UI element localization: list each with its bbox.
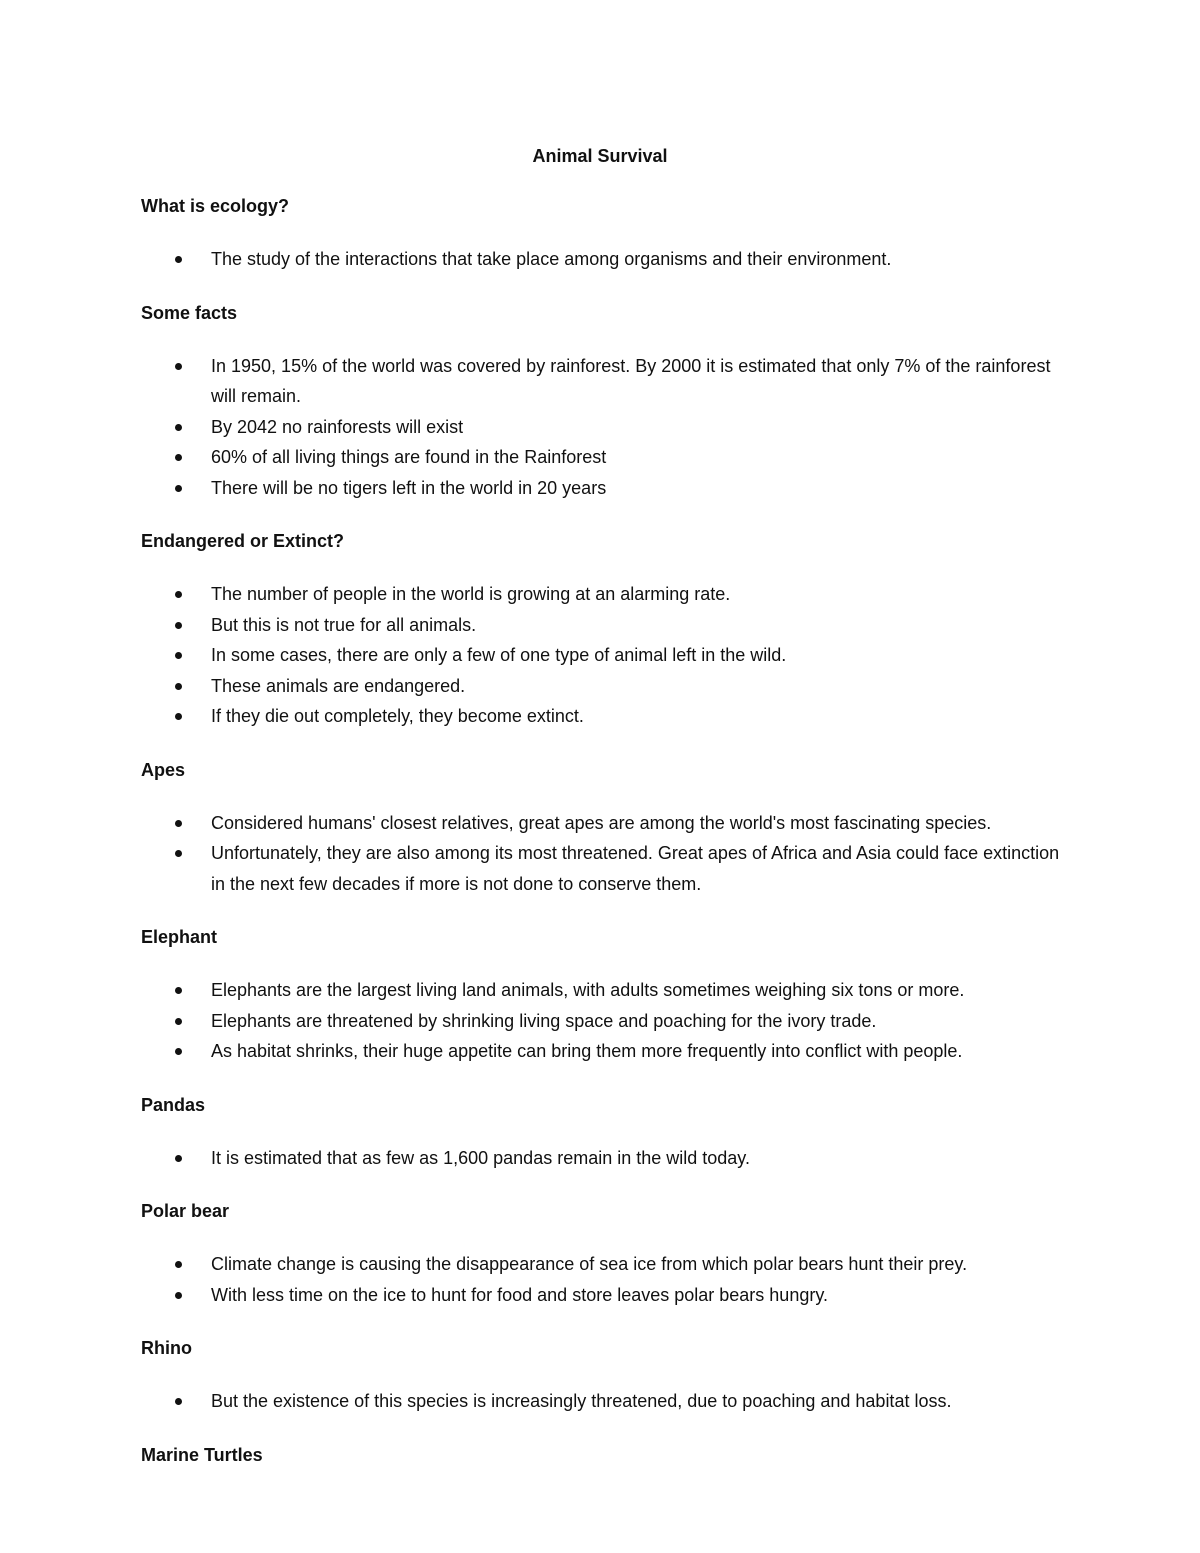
bullet-dot-icon	[175, 713, 182, 720]
bullet-list	[141, 351, 1061, 504]
bullet-dot-icon	[175, 683, 182, 690]
bullet-item	[141, 579, 1061, 610]
bullet-item	[141, 838, 1061, 899]
bullet-list	[141, 579, 1061, 732]
bullet-item	[141, 1280, 1061, 1311]
section-heading: Some facts	[141, 302, 238, 323]
bullet-item	[141, 671, 1061, 702]
document-body	[141, 194, 1061, 1493]
bullet-dot-icon	[175, 485, 182, 492]
bullet-list	[141, 244, 1061, 275]
bullet-list	[141, 808, 1061, 900]
bullet-item	[141, 1006, 1061, 1037]
bullet-text: The number of people in the world is growing at an alarming rate.	[211, 584, 731, 604]
bullet-dot-icon	[175, 987, 182, 994]
bullet-item	[141, 1036, 1061, 1067]
bullet-dot-icon	[175, 363, 182, 370]
bullet-list	[141, 1386, 1061, 1417]
bullet-dot-icon	[175, 424, 182, 431]
bullet-text: The study of the interactions that take place among organisms and their environment.	[211, 249, 892, 269]
bullet-text: Unfortunately, they are also among its most threatened. Great apes of Africa and Asia could face extinction in the next few decades if more is not done to conserve them.	[211, 843, 1060, 894]
bullet-text: Elephants are the largest living land animals, with adults sometimes weighing six tons or more.	[211, 980, 965, 1000]
bullet-text: In some cases, there are only a few of one type of animal left in the wild.	[211, 645, 787, 665]
bullet-text: By 2042 no rainforests will exist	[211, 416, 464, 437]
bullet-list	[141, 975, 1061, 1067]
bullet-dot-icon	[175, 1048, 182, 1055]
bullet-text: But the existence of this species is increasingly threatened, due to poaching and habitat loss.	[211, 1391, 952, 1411]
bullet-text: It is estimated that as few as 1,600 pandas remain in the wild today.	[211, 1147, 750, 1168]
bullet-list	[141, 1143, 1061, 1174]
bullet-text: With less time on the ice to hunt for food and store leaves polar bears hungry.	[211, 1284, 829, 1305]
bullet-item	[141, 808, 1061, 839]
bullet-text: As habitat shrinks, their huge appetite can bring them more frequently into conflict with people.	[211, 1041, 963, 1061]
bullet-item	[141, 1386, 1061, 1417]
bullet-text: Climate change is causing the disappearance of sea ice from which polar bears hunt their prey.	[211, 1254, 968, 1274]
bullet-text: Considered humans' closest relatives, great apes are among the world's most fascinating species.	[211, 812, 992, 833]
bullet-text: 60% of all living things are found in the Rainforest	[211, 447, 607, 467]
bullet-item	[141, 640, 1061, 671]
bullet-dot-icon	[175, 652, 182, 659]
bullet-text: If they die out completely, they become extinct.	[211, 706, 584, 726]
bullet-item	[141, 1143, 1061, 1174]
bullet-dot-icon	[175, 256, 182, 263]
bullet-text: There will be no tigers left in the world in 20 years	[211, 477, 607, 498]
document-title: Animal Survival	[532, 146, 668, 166]
bullet-dot-icon	[175, 622, 182, 629]
section-heading: Polar bear	[141, 1201, 230, 1221]
bullet-item	[141, 412, 1061, 443]
bullet-dot-icon	[175, 1292, 182, 1299]
bullet-item	[141, 1249, 1061, 1280]
section-heading: Endangered or Extinct?	[141, 531, 345, 551]
bullet-text: These animals are endangered.	[211, 675, 466, 696]
bullet-item	[141, 701, 1061, 732]
bullet-dot-icon	[175, 591, 182, 598]
section-heading: Rhino	[141, 1338, 192, 1358]
section-heading: Pandas	[141, 1094, 206, 1115]
bullet-dot-icon	[175, 1398, 182, 1405]
section-heading: Elephant	[141, 927, 218, 947]
section-heading: What is ecology?	[141, 196, 290, 216]
section-heading: Marine Turtles	[141, 1444, 263, 1465]
bullet-item	[141, 244, 1061, 275]
bullet-item	[141, 442, 1061, 473]
bullet-item	[141, 610, 1061, 641]
bullet-text: In 1950, 15% of the world was covered by rainforest. By 2000 it is estimated that only 7% of the rainforest will remain.	[211, 355, 1051, 406]
bullet-dot-icon	[175, 1018, 182, 1025]
bullet-text: Elephants are threatened by shrinking living space and poaching for the ivory trade.	[211, 1010, 877, 1031]
bullet-list	[141, 1249, 1061, 1310]
bullet-dot-icon	[175, 454, 182, 461]
bullet-text: But this is not true for all animals.	[211, 614, 477, 635]
bullet-dot-icon	[175, 820, 182, 827]
section-heading: Apes	[141, 759, 186, 780]
bullet-item	[141, 473, 1061, 504]
bullet-dot-icon	[175, 1155, 182, 1162]
bullet-item	[141, 351, 1061, 412]
bullet-item	[141, 975, 1061, 1006]
bullet-dot-icon	[175, 1261, 182, 1268]
bullet-dot-icon	[175, 850, 182, 857]
